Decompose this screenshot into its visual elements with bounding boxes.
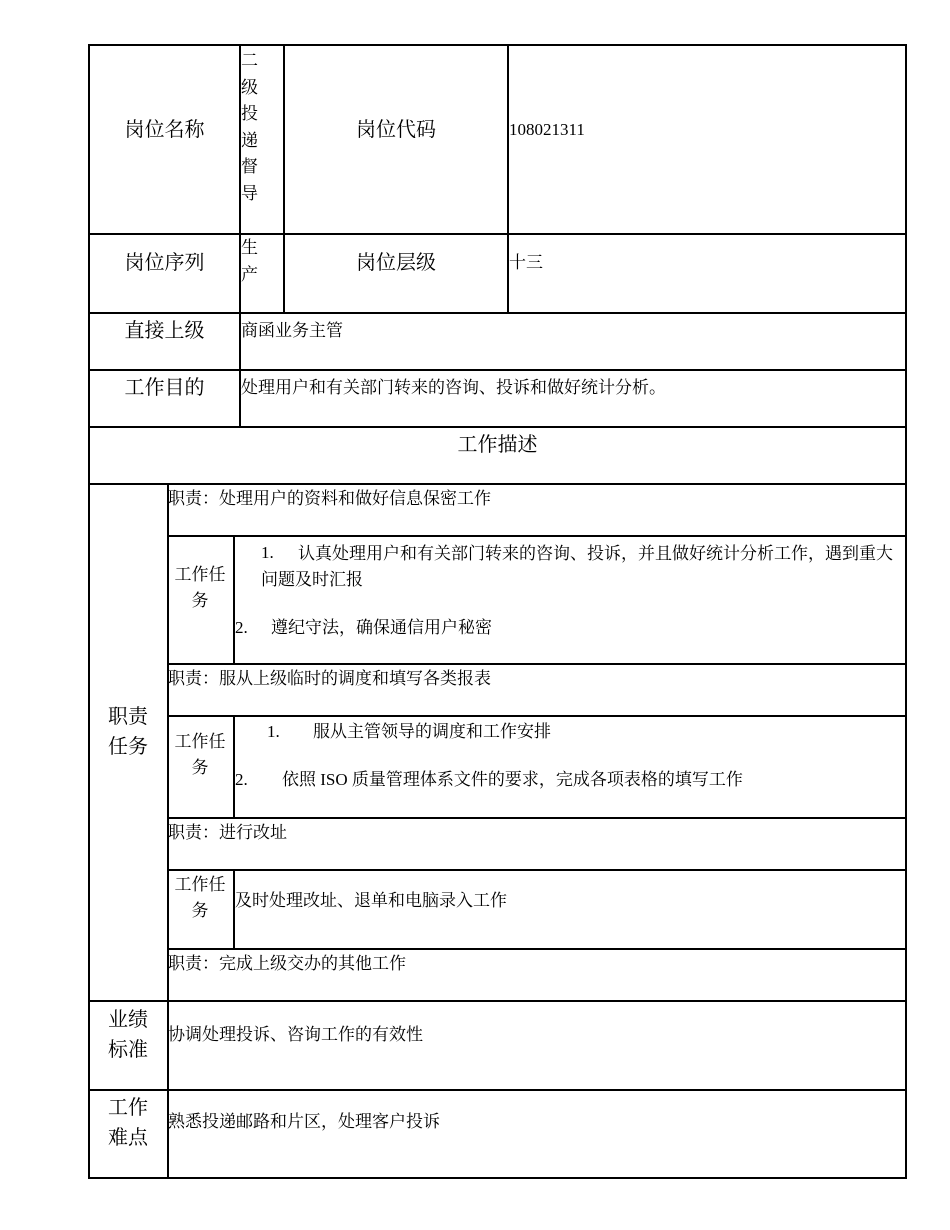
purpose-value: 处理用户和有关部门转来的咨询、投诉和做好统计分析。 (241, 378, 666, 397)
row-divider (167, 715, 907, 717)
row-divider (88, 1089, 907, 1091)
row-divider (88, 312, 907, 314)
supervisor-value: 商函业务主管 (241, 321, 343, 340)
task-number: 1. (261, 543, 274, 562)
job-description-table (88, 44, 907, 1179)
task-label: 工作任务 (174, 565, 226, 611)
supervisor-label: 直接上级 (124, 318, 205, 342)
task-text: 及时处理改址、退单和电脑录入工作 (235, 891, 507, 910)
row-divider (167, 817, 907, 819)
row-divider (167, 948, 907, 950)
post-series-value: 生产 (241, 238, 258, 284)
row-divider (88, 1000, 907, 1002)
task-text: 服从主管领导的调度和工作安排 (313, 722, 551, 741)
task-text: 依照 ISO 质量管理体系文件的要求，完成各项表格的填写工作 (282, 770, 743, 789)
row-divider (167, 663, 907, 665)
post-code-value: 108021311 (509, 120, 585, 139)
post-level-value: 十三 (509, 253, 543, 272)
task-text: 认真处理用户和有关部门转来的咨询、投诉，并且做好统计分析工作，遇到重大问题及时汇报 (261, 544, 893, 589)
post-name-label: 岗位名称 (124, 117, 205, 141)
post-name-value: 二级投递督导 (241, 51, 258, 203)
performance-label: 业绩标准 (108, 1007, 148, 1061)
row-divider (88, 369, 907, 371)
post-series-label: 岗位序列 (124, 250, 205, 274)
col-divider (233, 535, 235, 663)
task-text: 遵纪守法，确保通信用户秘密 (271, 618, 492, 637)
purpose-label: 工作目的 (124, 375, 205, 399)
row-divider (167, 869, 907, 871)
row-divider (167, 535, 907, 537)
post-level-label: 岗位层级 (356, 250, 436, 274)
task-label: 工作任务 (174, 875, 226, 921)
duty-title: 职责：完成上级交办的其他工作 (168, 954, 406, 973)
difficulty-value: 熟悉投递邮路和片区，处理客户投诉 (168, 1112, 440, 1131)
task-number: 2. (235, 618, 248, 637)
duties-label: 职责任务 (108, 704, 148, 758)
duty-title: 职责：进行改址 (168, 823, 287, 842)
task-number: 2. (235, 770, 248, 789)
duty-title: 职责：处理用户的资料和做好信息保密工作 (168, 489, 491, 508)
task-number: 1. (267, 722, 280, 741)
row-divider (88, 426, 907, 428)
row-divider (88, 483, 907, 485)
duty-title: 职责：服从上级临时的调度和填写各类报表 (168, 669, 491, 688)
work-description-title: 工作描述 (457, 432, 538, 456)
post-code-label: 岗位代码 (356, 117, 436, 141)
row-divider (88, 233, 907, 235)
difficulty-label: 工作难点 (108, 1095, 148, 1149)
performance-value: 协调处理投诉、咨询工作的有效性 (168, 1025, 423, 1044)
task-label: 工作任务 (174, 732, 226, 778)
col-divider (233, 715, 235, 817)
